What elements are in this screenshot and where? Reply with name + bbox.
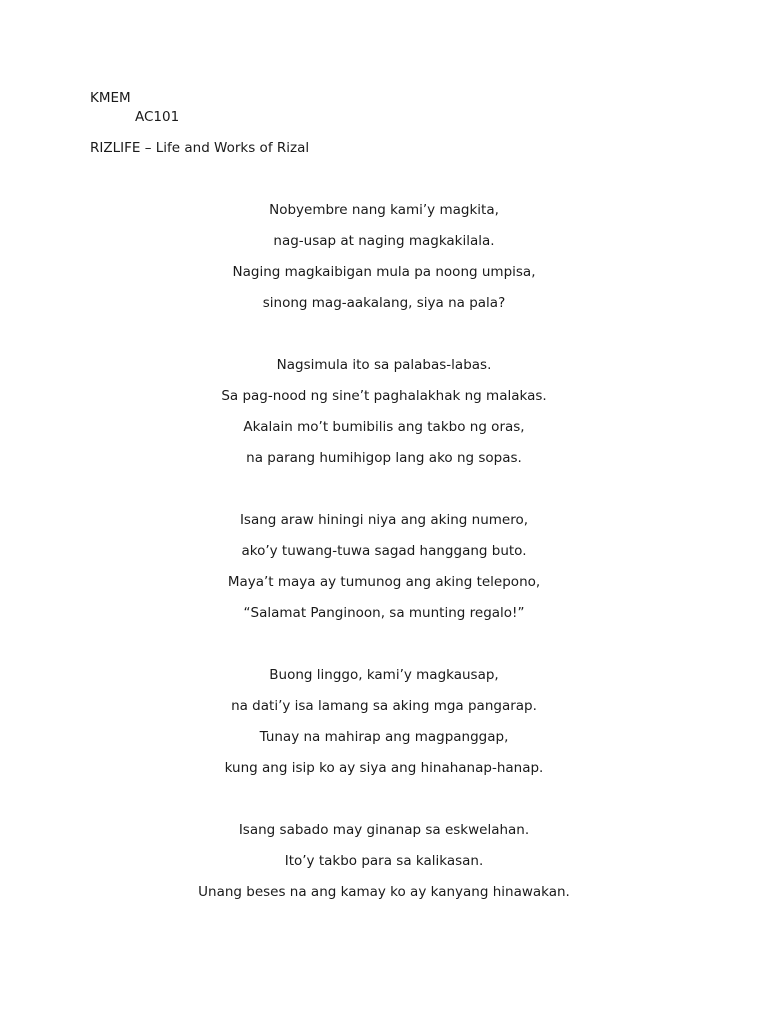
poem-line: Maya’t maya ay tumunog ang aking telepono, xyxy=(227,574,541,590)
poem-line: Buong linggo, kami’y magkausap, xyxy=(269,667,499,683)
poem-line: Nagsimula ito sa palabas-labas. xyxy=(276,357,492,373)
poem-line: Akalain mo’t bumibilis ang takbo ng oras, xyxy=(243,419,525,435)
poem-line: Sa pag-nood ng sine’t paghalakhak ng malakas. xyxy=(221,388,547,404)
poem-line: na parang humihigop lang ako ng sopas. xyxy=(246,450,522,466)
poem-line: Naging magkaibigan mula pa noong umpisa, xyxy=(232,264,536,280)
poem-line: sinong mag-aakalang, siya na pala? xyxy=(262,295,506,311)
poem-line: na dati’y isa lamang sa aking mga pangarap. xyxy=(231,698,537,714)
poem-line: kung ang isip ko ay siya ang hinahanap-hanap. xyxy=(224,760,544,776)
poem-line: Tunay na mahirap ang magpanggap, xyxy=(259,729,509,745)
poem-line: “Salamat Panginoon, sa munting regalo!” xyxy=(243,605,525,621)
poem-line: Unang beses na ang kamay ko ay kanyang hinawakan. xyxy=(198,884,570,900)
poem-line: Ito’y takbo para sa kalikasan. xyxy=(284,853,484,869)
section-label: AC101 xyxy=(135,109,180,125)
poem-line: nag-usap at naging magkakilala. xyxy=(273,233,495,249)
poem-line: ako’y tuwang-tuwa sagad hanggang buto. xyxy=(241,543,527,559)
poem-line: Isang sabado may ginanap sa eskwelahan. xyxy=(238,822,530,838)
course-title: RIZLIFE – Life and Works of Rizal xyxy=(90,140,310,156)
poem-line: Isang araw hiningi niya ang aking numero, xyxy=(239,512,529,528)
poem-line: Nobyembre nang kami’y magkita, xyxy=(269,202,499,218)
author-label: KMEM xyxy=(90,90,131,106)
